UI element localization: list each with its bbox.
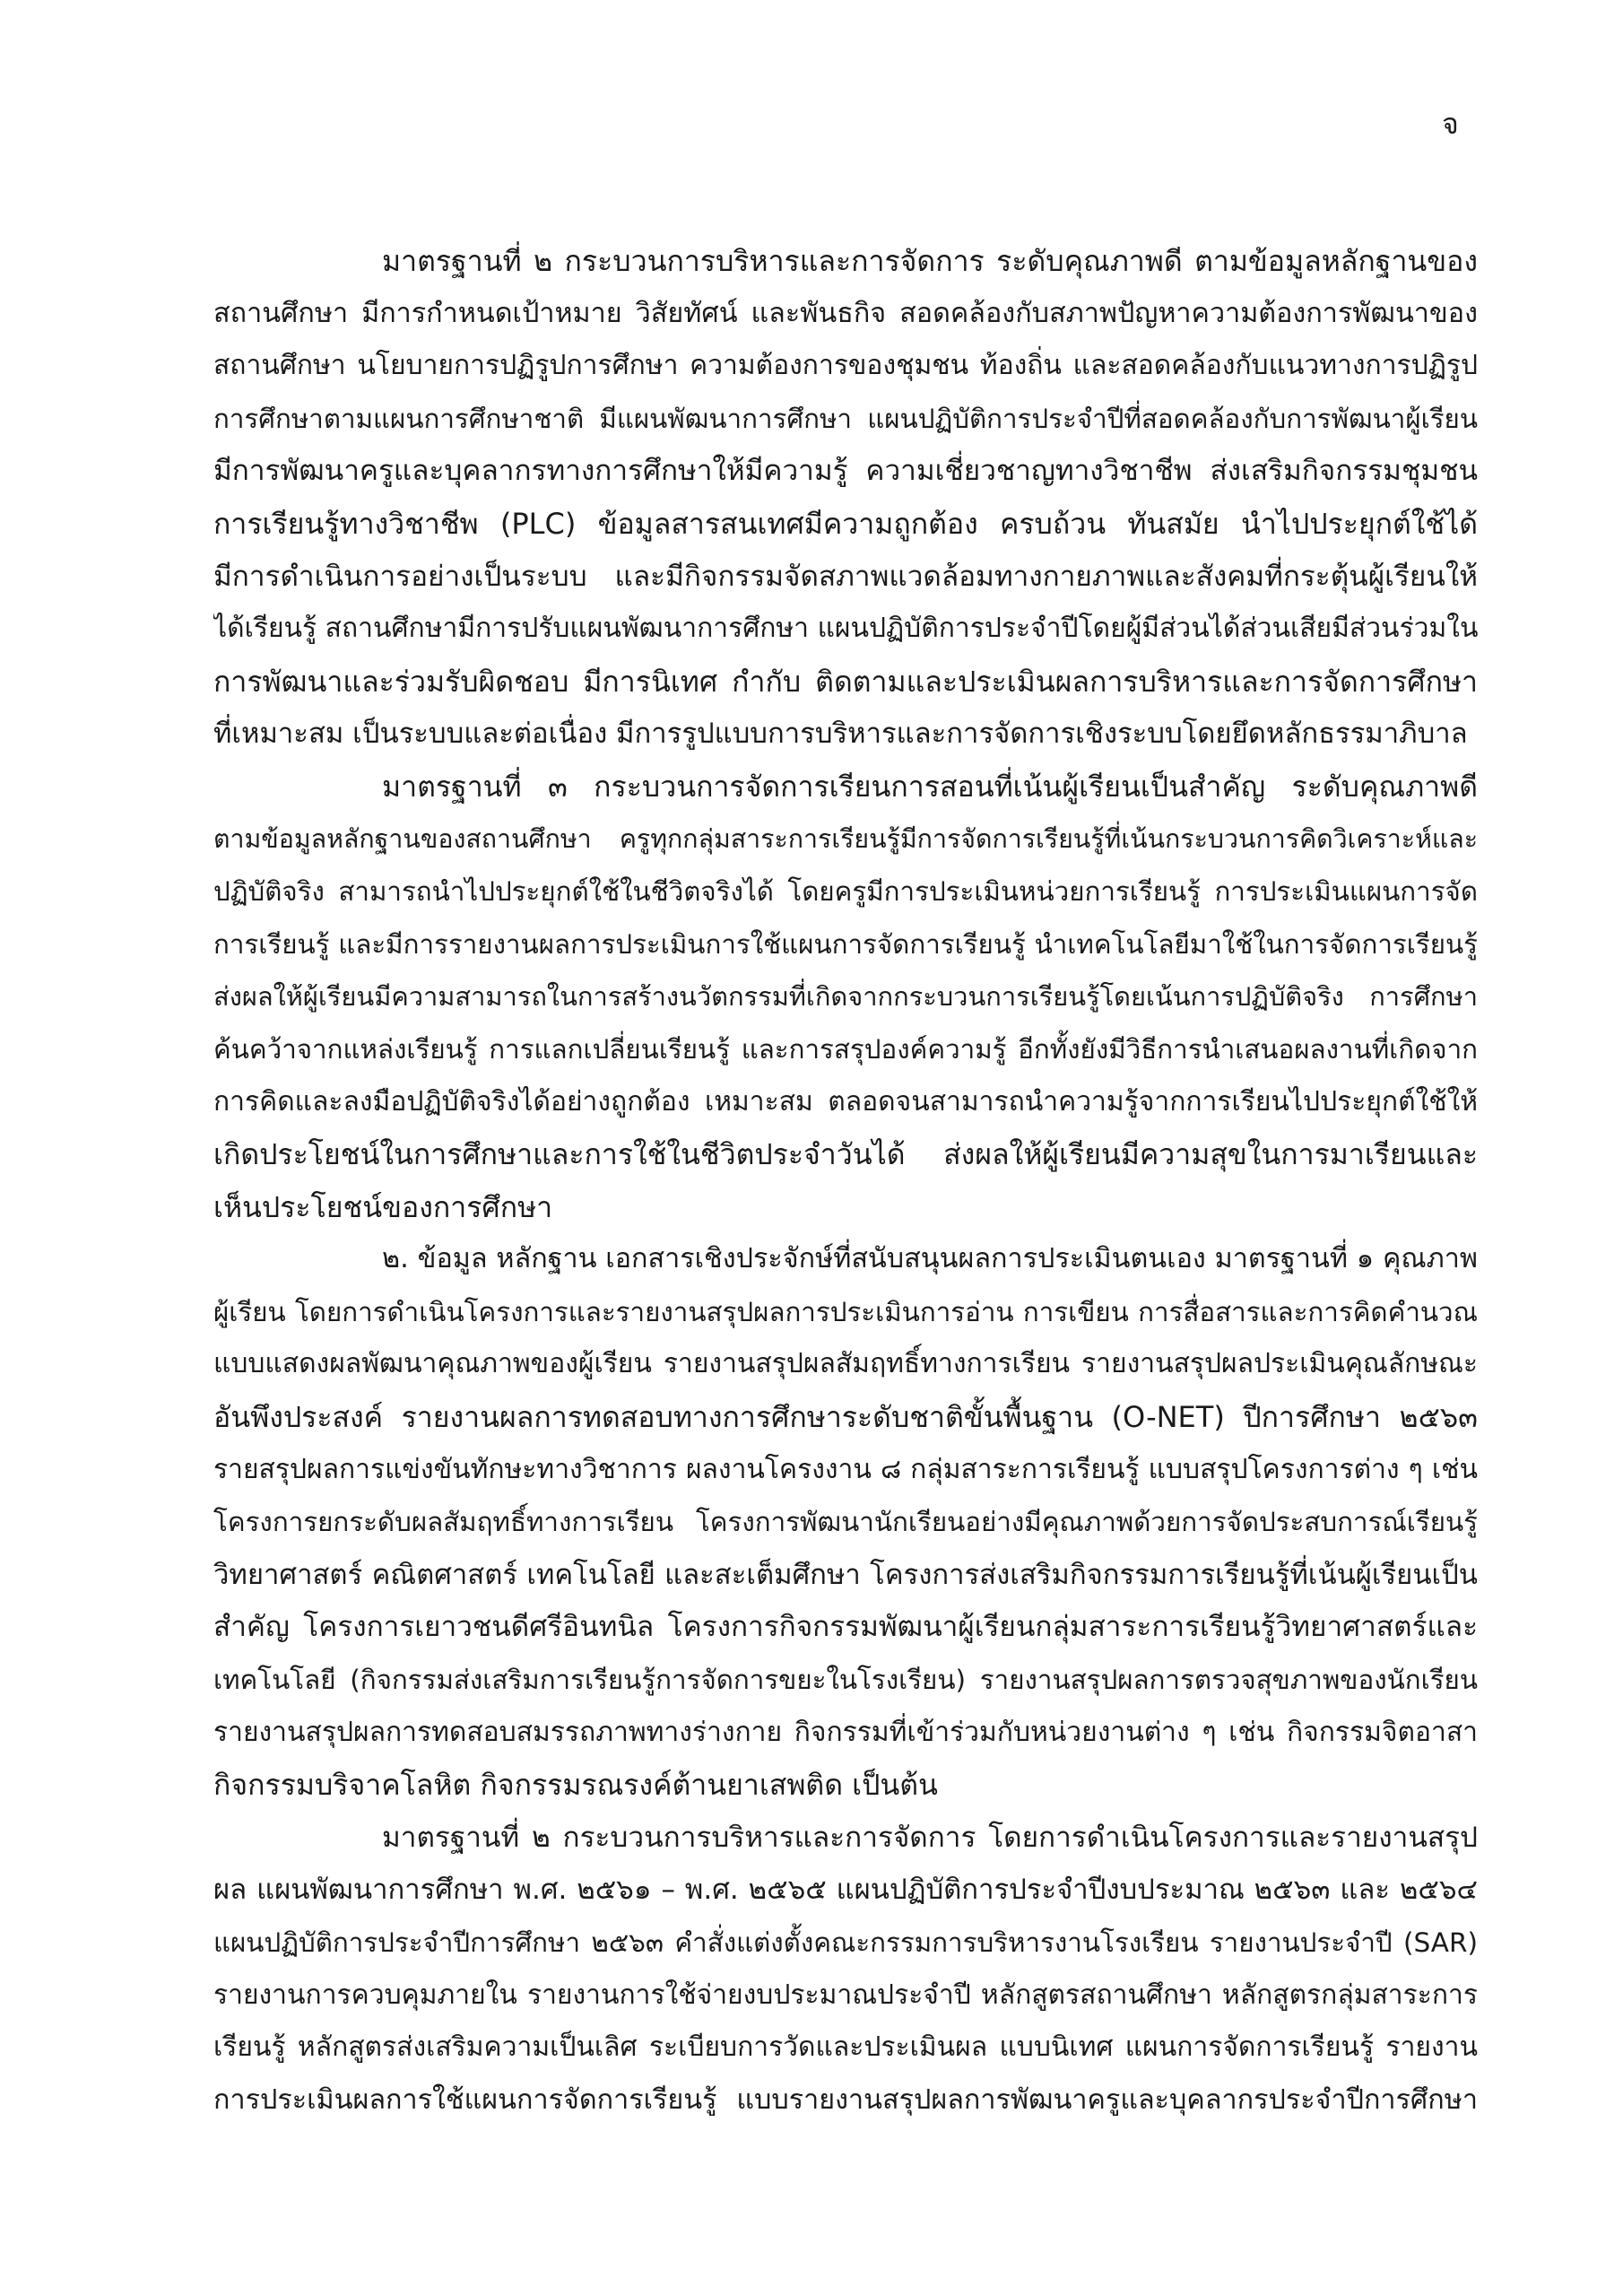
text-line: การคิดและลงมือปฏิบัติจริงได้อย่างถูกต้อง เหมาะสม ตลอดจนสามารถนำความรู้จากการเรียนไปประยุกต์ใช้ให้ [213,1085,1478,1118]
page-number: จ [1442,107,1459,141]
text-line: การประเมินผลการใช้แผนการจัดการเรียนรู้ แบบรายงานสรุปผลการพัฒนาครูและบุคลากรประจำปีการศึกษา [213,2083,1478,2116]
text-line: ผู้เรียน โดยการดำเนินโครงการและรายงานสรุปผลการประเมินการอ่าน การเขียน การสื่อสารและการคิดคำนวณ [213,1296,1478,1327]
text-line: ที่เหมาะสม เป็นระบบและต่อเนื่อง มีการรูปแบบการบริหารและการจัดการเชิงระบบโดยยึดหลักธรรมาภิบาล [213,718,1468,751]
text-line: มาตรฐานที่ ๒ กระบวนการบริหารและการจัดการ ระดับคุณภาพดี ตามข้อมูลหลักฐานของ [382,244,1478,278]
paragraph-evidence-standard-2 [213,1812,1478,2127]
text-line: แบบแสดงผลพัฒนาคุณภาพของผู้เรียน รายงานสรุปผลสัมฤทธิ์ทางการเรียน รายงานสรุปผลประเมินคุณลักษณะ [213,1348,1478,1380]
text-line: โครงการยกระดับผลสัมฤทธิ์ทางการเรียน โครงการพัฒนานักเรียนอย่างมีคุณภาพด้วยการจัดประสบการณ์เรียนรู้ [213,1507,1478,1538]
text-line: ๒. ข้อมูล หลักฐาน เอกสารเชิงประจักษ์ที่สนับสนุนผลการประเมินตนเอง มาตรฐานที่ ๑ คุณภาพ [382,1243,1478,1275]
paragraph-evidence-standard-1 [213,1233,1478,1812]
text-line: ค้นคว้าจากแหล่งเรียนรู้ การแลกเปลี่ยนเรียนรู้ และการสรุปองค์ความรู้ อีกทั้งยังมีวิธีการนำเสนอผลงานที่เกิดจาก [213,1033,1478,1065]
text-line: แผนปฏิบัติการประจำปีการศึกษา ๒๕๖๓ คำสั่งแต่งตั้งคณะกรรมการบริหารงานโรงเรียน รายงานประจำปี (SAR) [213,1927,1478,1958]
text-line: มาตรฐานที่ ๓ กระบวนการจัดการเรียนการสอนที่เน้นผู้เรียนเป็นสำคัญ ระดับคุณภาพดี [382,769,1478,804]
text-line: ตามข้อมูลหลักฐานของสถานศึกษา ครูทุกกลุ่มสาระการเรียนรู้มีการจัดการเรียนรู้ที่เน้นกระบวนการคิดวิเคราะห์และ [213,823,1478,854]
text-line: มาตรฐานที่ ๒ กระบวนการบริหารและการจัดการ โดยการดำเนินโครงการและรายงานสรุป [382,1821,1478,1854]
text-line: เรียนรู้ หลักสูตรส่งเสริมความเป็นเลิศ ระเบียบการวัดและประเมินผล แบบนิเทศ แผนการจัดการเรียนรู้ รายงาน [213,2031,1478,2064]
text-line: การพัฒนาและร่วมรับผิดชอบ มีการนิเทศ กำกับ ติดตามและประเมินผลการบริหารและการจัดการศึกษา [213,664,1478,699]
text-line: รายงานสรุปผลการทดสอบสมรรถภาพทางร่างกาย กิจกรรมที่เข้าร่วมกับหน่วยงานต่าง ๆ เช่น กิจกรรมจิตอาสา [213,1716,1478,1748]
text-line: เทคโนโลยี (กิจกรรมส่งเสริมการเรียนรู้การจัดการขยะในโรงเรียน) รายงานสรุปผลการตรวจสุขภาพของนักเรียน [213,1665,1478,1696]
text-line: การศึกษาตามแผนการศึกษาชาติ มีแผนพัฒนาการศึกษา แผนปฏิบัติการประจำปีที่สอดคล้องกับการพัฒนาผู้เรียน [213,403,1478,434]
text-line: สำคัญ โครงการเยาวชนดีศรีอินทนิล โครงการกิจกรรมพัฒนาผู้เรียนกลุ่มสาระการเรียนรู้วิทยาศาสตร์และ [213,1611,1478,1644]
text-line: มีการดำเนินการอย่างเป็นระบบ และมีกิจกรรมจัดสภาพแวดล้อมทางกายภาพและสังคมที่กระตุ้นผู้เรียนให้ [213,560,1478,593]
text-line: ปฏิบัติจริง สามารถนำไปประยุกต์ใช้ในชีวิตจริงได้ โดยครูมีการประเมินหน่วยการเรียนรู้ การประเมินแผนการจัด [213,876,1478,908]
text-line: สถานศึกษา มีการกำหนดเป้าหมาย วิสัยทัศน์ และพันธกิจ สอดคล้องกับสภาพปัญหาความต้องการพัฒนาของ [213,297,1478,329]
text-line: อันพึงประสงค์ รายงานผลการทดสอบทางการศึกษาระดับชาติขั้นพื้นฐาน (O-NET) ปีการศึกษา ๒๕๖๓ [213,1400,1478,1435]
text-line: ได้เรียนรู้ สถานศึกษามีการปรับแผนพัฒนาการศึกษา แผนปฏิบัติการประจำปีโดยผู้มีส่วนได้ส่วนเสียมีส่วนร่วมใน [213,613,1478,645]
text-line: การเรียนรู้ทางวิชาชีพ (PLC) ข้อมูลสารสนเทศมีความถูกต้อง ครบถ้วน ทันสมัย นำไปประยุกต์ใช้ได้ [213,506,1478,541]
paragraph-standard-3-quality [213,761,1478,1233]
text-line: เกิดประโยชน์ในการศึกษาและการใช้ในชีวิตประจำวันได้ ส่งผลให้ผู้เรียนมีความสุขในการมาเรียนและ [213,1137,1478,1172]
text-line: กิจกรรมบริจาคโลหิต กิจกรรมรณรงค์ต้านยาเสพติด เป็นต้น [213,1768,938,1803]
text-line: ส่งผลให้ผู้เรียนมีความสามารถในการสร้างนวัตกรรมที่เกิดจากกระบวนการเรียนรู้โดยเน้นการปฏิบัติจริง การศึกษา [213,981,1478,1013]
text-line: รายงานการควบคุมภายใน รายงานการใช้จ่ายงบประมาณประจำปี หลักสูตรสถานศึกษา หลักสูตรกลุ่มสาระการ [213,1979,1478,2011]
text-line: รายสรุปผลการแข่งขันทักษะทางวิชาการ ผลงานโครงงาน ๘ กลุ่มสาระการเรียนรู้ แบบสรุปโครงการต่าง ๆ เช่น [213,1453,1478,1485]
text-line: วิทยาศาสตร์ คณิตศาสตร์ เทคโนโลยี และสะเต็มศึกษา โครงการส่งเสริมกิจกรรมการเรียนรู้ที่เน้นผู้เรียนเป็น [213,1558,1478,1591]
text-line: การเรียนรู้ และมีการรายงานผลการประเมินการใช้แผนการจัดการเรียนรู้ นำเทคโนโลยีมาใช้ในการจัดการเรียนรู้ [213,928,1478,960]
text-line: เห็นประโยชน์ของการศึกษา [213,1189,553,1224]
document-body [213,235,1478,2126]
paragraph-standard-2-quality [213,235,1478,761]
text-line: สถานศึกษา นโยบายการปฏิรูปการศึกษา ความต้องการของชุมชน ท้องถิ่น และสอดคล้องกับแนวทางการปฏิรูป [213,350,1478,382]
text-line: ผล แผนพัฒนาการศึกษา พ.ศ. ๒๕๖๑ – พ.ศ. ๒๕๖๕ แผนปฏิบัติการประจำปีงบประมาณ ๒๕๖๓ และ ๒๕๖๔ [213,1874,1478,1907]
text-line: มีการพัฒนาครูและบุคลากรทางการศึกษาให้มีความรู้ ความเชี่ยวชาญทางวิชาชีพ ส่งเสริมกิจกรรมชุมชน [213,455,1478,488]
